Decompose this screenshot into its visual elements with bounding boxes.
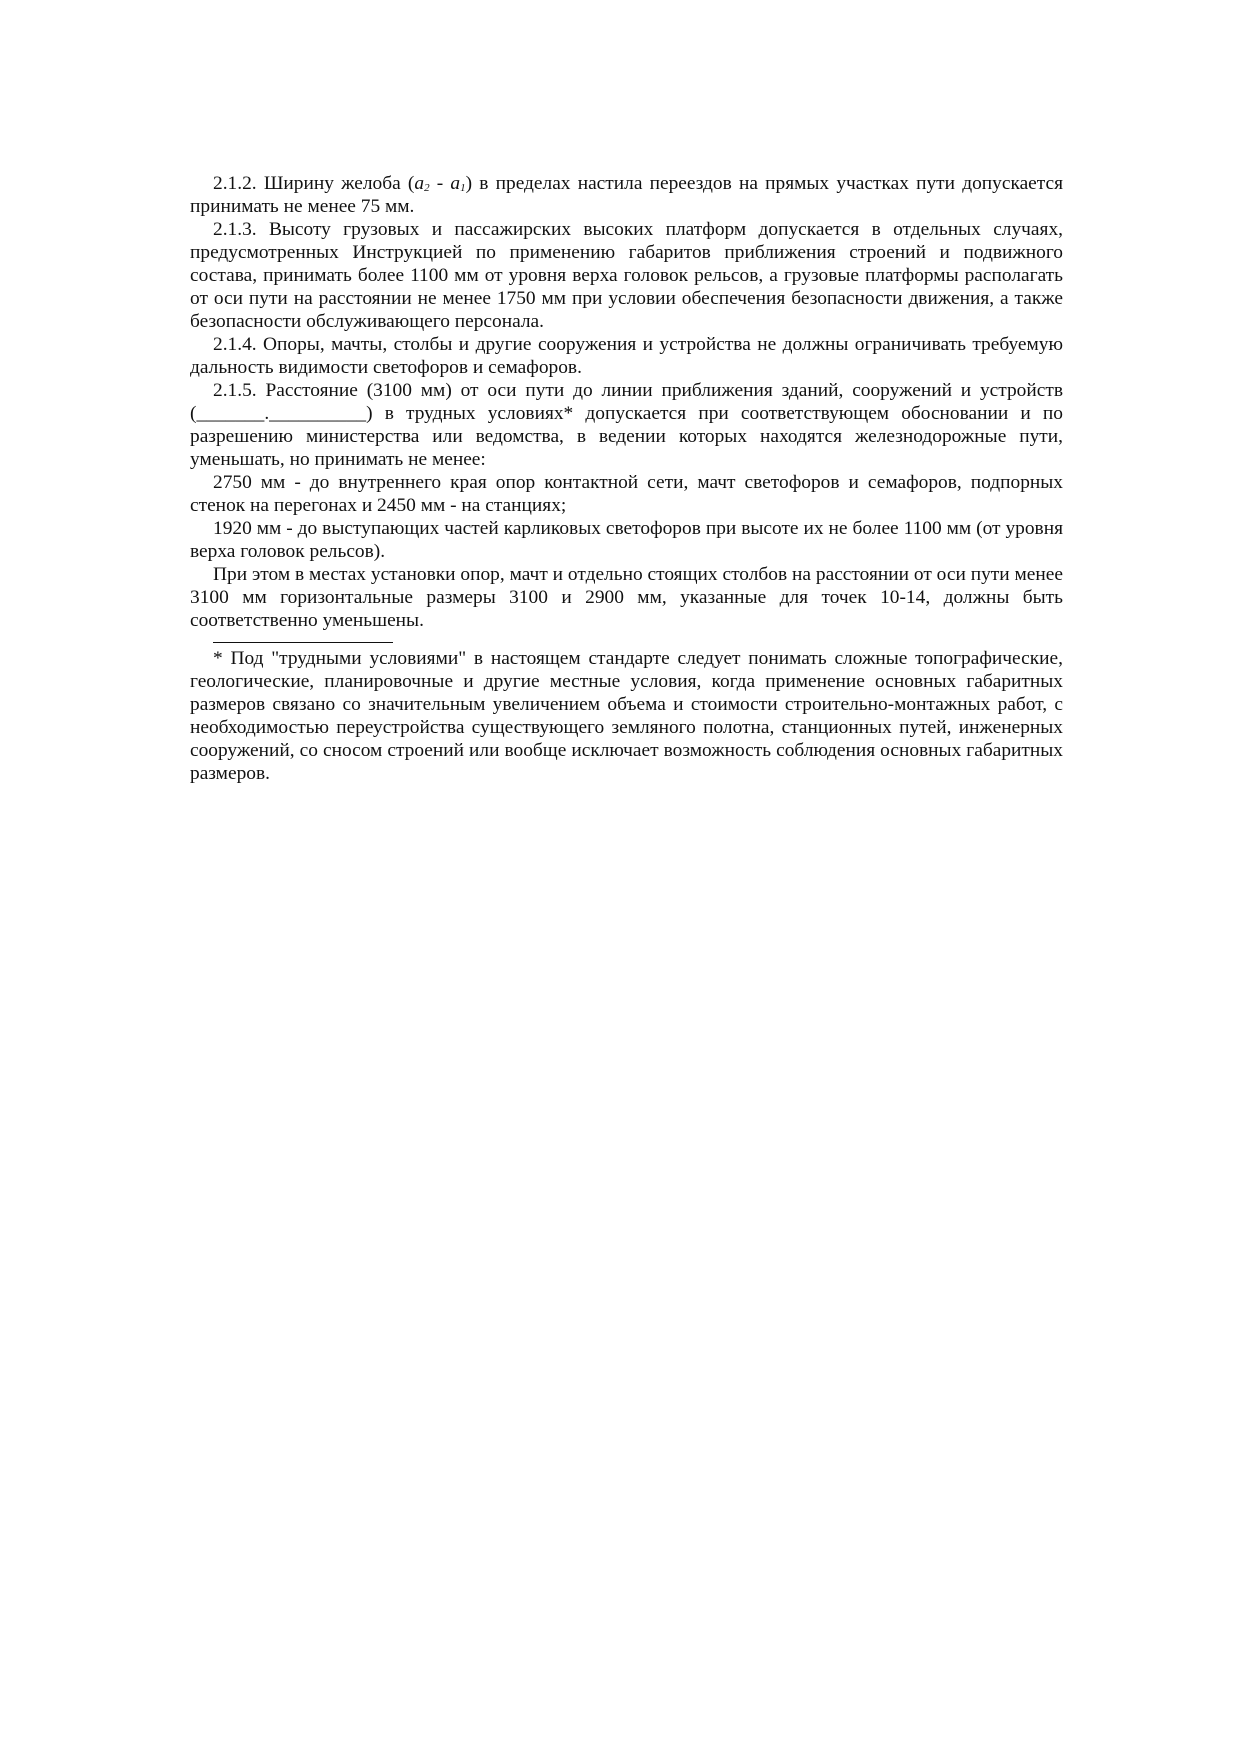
- variable-a1: [450, 173, 465, 194]
- paragraph-2-1-2: [190, 172, 1063, 218]
- paragraph-2-1-3: 2.1.3. Высоту грузовых и пассажирских высоких платформ допускается в отдельных случаях, предусмотренных Инструкцией по применению габаритов приближения строений и подвижного состава, принимать более 1100 мм от уровня верха головок рельсов, а грузовые платформы располагать от оси пути на расстоянии не менее 1750 мм при условии обеспечения безопасности движения, а также безопасности обслуживающего персонала.: [190, 219, 1063, 332]
- variable-a2-letter: a: [414, 173, 425, 194]
- paragraph-2-1-4: 2.1.4. Опоры, мачты, столбы и другие сооружения и устройства не должны ограничивать требуемую дальность видимости светофоров и семафоров.: [190, 334, 1063, 378]
- footnote: * Под "трудными условиями" в настоящем стандарте следует понимать сложные топографические, геологические, планировочные и другие местные условия, когда применение основных габаритных размеров связано со значительным увеличением объема и стоимости строительно-монтажных работ, с необходимостью переустройства существующего земляного полотна, станционных путей, инженерных сооружений, со сносом строений или вообще исключает возможность соблюдения основных габаритных размеров.: [190, 648, 1063, 784]
- variable-a2-subscript: 2: [424, 182, 430, 194]
- paragraph-note: При этом в местах установки опор, мачт и отдельно стоящих столбов на расстоянии от оси пути менее 3100 мм горизонтальные размеры 3100 и 2900 мм, указанные для точек 10-14, должны быть соответственно уменьшены.: [190, 564, 1063, 631]
- paragraph-2-1-5: 2.1.5. Расстояние (3100 мм) от оси пути до линии приближения зданий, сооружений и устройств (_______.__________) в трудных условиях* допускается при соответствующем обосновании и по разрешению министерства или ведомства, в ведении которых находятся железнодорожные пути, уменьшать, но принимать не менее:: [190, 380, 1063, 470]
- variable-a1-letter: a: [450, 173, 461, 194]
- variable-a2: [414, 173, 429, 194]
- document-page: [190, 172, 1063, 785]
- footnote-separator: [213, 642, 393, 643]
- variable-a1-subscript: 1: [460, 182, 466, 194]
- paragraph-2-1-2-end: ) в пределах настила переездов на прямых участках пути допускается принимать не менее 75 мм.: [190, 173, 1064, 217]
- paragraph-2750: 2750 мм - до внутреннего края опор контактной сети, мачт светофоров и семафоров, подпорных стенок на перегонах и 2450 мм - на станциях;: [190, 472, 1063, 516]
- paragraph-2-1-2-start: 2.1.2. Ширину желоба (: [213, 173, 415, 194]
- paragraph-1920: 1920 мм - до выступающих частей карликовых светофоров при высоте их не более 1100 мм (от уровня верха головок рельсов).: [190, 518, 1063, 562]
- minus-sign: -: [429, 173, 451, 194]
